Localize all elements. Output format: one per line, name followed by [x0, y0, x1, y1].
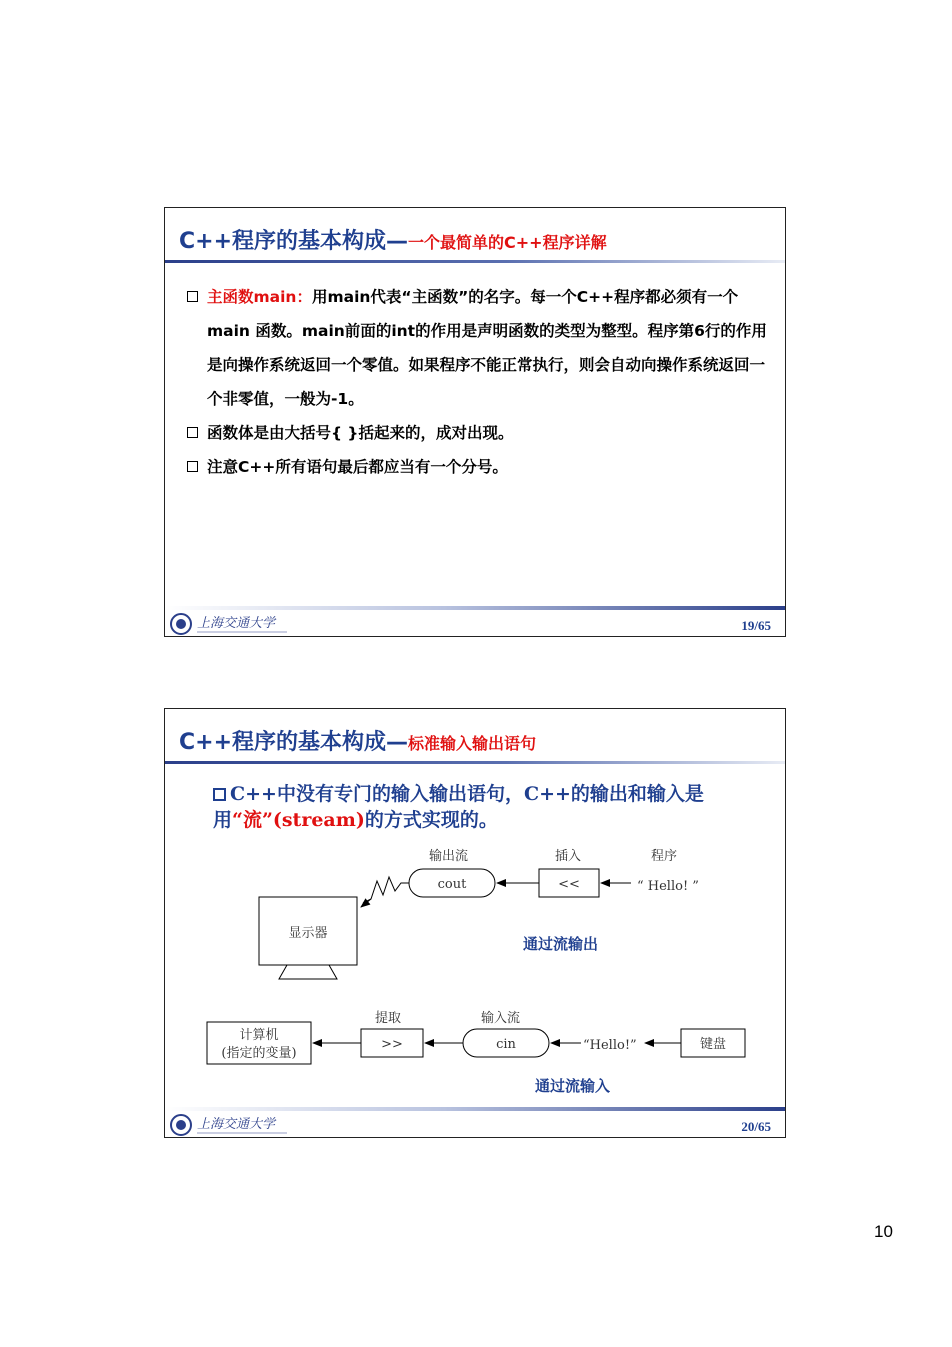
slide-title-main: C++程序的基本构成— — [179, 229, 409, 254]
slide-title-sub: 标准输入输出语句 — [408, 734, 537, 753]
logo-text: 上海交通大学 — [197, 616, 276, 631]
insert-op-label: << — [558, 877, 580, 892]
bullet-lead: 主函数main： — [207, 288, 312, 306]
zigzag-connector — [363, 877, 409, 903]
checkbox-bullet-icon — [187, 427, 198, 438]
slide-19 — [164, 207, 786, 637]
slide-title-main: C++程序的基本构成— — [179, 730, 409, 755]
out-stream-label: 输出流 — [429, 849, 469, 864]
cout-label: cout — [437, 877, 467, 892]
slide-title — [179, 725, 536, 756]
hello-out-label: “ Hello! ” — [637, 879, 699, 894]
university-logo — [169, 612, 299, 636]
slide-title-sub: 一个最简单的C++程序详解 — [408, 233, 607, 252]
checkbox-bullet-icon — [187, 461, 198, 472]
extract-op-label: >> — [381, 1037, 403, 1052]
hello-in-label: “Hello!” — [583, 1038, 637, 1053]
computer-label-line1: 计算机 — [239, 1028, 279, 1043]
slide-page-number: 19/65 — [741, 618, 771, 633]
bullet-stream: (stream) — [272, 809, 365, 831]
slide-20 — [164, 708, 786, 1138]
checkbox-bullet-icon — [187, 291, 198, 302]
document-page-number: 10 — [874, 1222, 893, 1241]
computer-label-line2: (指定的变量) — [221, 1046, 297, 1061]
bullet-text: 注意C++所有语句最后都应当有一个分号。 — [207, 458, 508, 476]
logo-text: 上海交通大学 — [197, 1117, 276, 1132]
display-label: 显示器 — [288, 926, 328, 941]
bullet-function-body — [187, 416, 767, 450]
bullet-text: 函数体是由大括号{ }括起来的，成对出现。 — [207, 424, 514, 442]
output-caption: 通过流输出 — [523, 935, 599, 953]
bullet-text-part1: C++中没有专门的输入输出语句，C++的输出和输入是用 — [213, 783, 704, 831]
cin-label: cin — [496, 1037, 516, 1052]
display-stand — [279, 965, 337, 979]
keyboard-label: 键盘 — [699, 1037, 727, 1052]
bullet-main-function — [187, 280, 767, 416]
university-logo — [169, 1113, 299, 1137]
title-divider — [165, 761, 785, 764]
bullet-text: 用main代表“主函数”的名字。每一个C++程序都必须有一个 main 函数。main前面的int的作用是声明函数的类型为整型。程序第6行的作用是向操作系统返回一个零值。如果程序不能正常执行，则会自动向操作系统返回一个非零值，一般为-1。 — [207, 288, 767, 408]
stream-bullet — [213, 781, 773, 833]
bullet-semicolon — [187, 450, 767, 484]
footer-divider — [165, 606, 785, 610]
bullet-quote: “流” — [232, 809, 273, 831]
arrow-to-display — [361, 899, 371, 907]
program-label: 程序 — [651, 849, 678, 864]
slide-page-number: 20/65 — [741, 1119, 771, 1134]
title-divider — [165, 260, 785, 263]
footer-divider — [165, 1107, 785, 1111]
extract-label: 提取 — [375, 1011, 402, 1026]
stream-diagram — [165, 839, 786, 1109]
slide-title — [179, 224, 607, 255]
bullet-list — [187, 280, 767, 484]
checkbox-bullet-icon — [213, 788, 226, 801]
bullet-text-part2: 的方式实现的。 — [364, 809, 498, 831]
input-caption: 通过流输入 — [535, 1077, 611, 1095]
in-stream-label: 输入流 — [481, 1011, 521, 1026]
insert-label: 插入 — [555, 849, 582, 864]
